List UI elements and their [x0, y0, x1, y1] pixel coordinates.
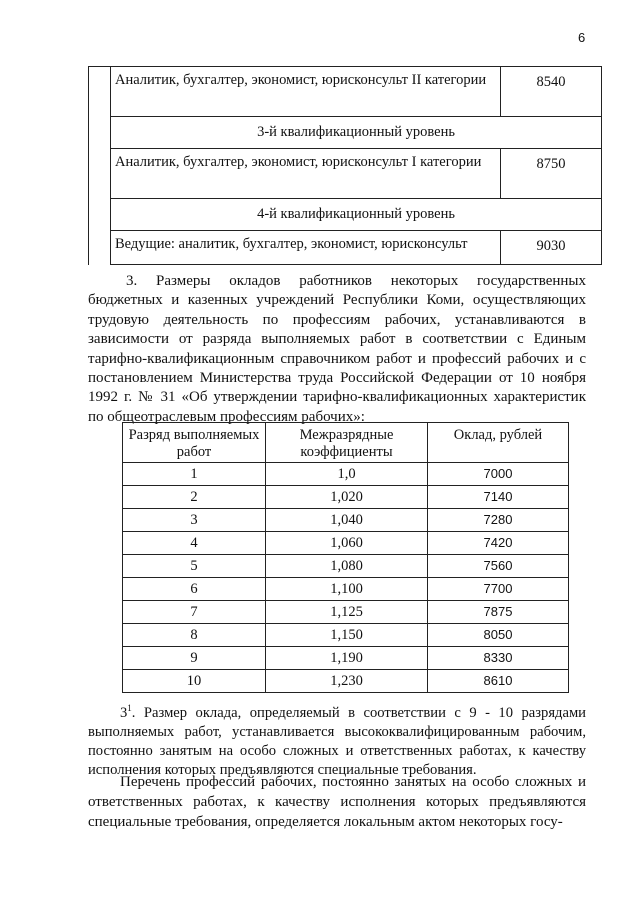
- salary-cell: 8330: [428, 647, 569, 670]
- salary-value: 8750: [501, 149, 602, 199]
- coefficient-cell: 1,020: [266, 486, 428, 509]
- qualification-level: 4-й квалификационный уровень: [111, 199, 602, 231]
- empty-cell: [89, 67, 111, 265]
- grade-cell: 3: [123, 509, 266, 532]
- column-header-salary: Оклад, рублей: [428, 423, 569, 463]
- grade-cell: 5: [123, 555, 266, 578]
- table-row: [123, 578, 569, 601]
- grade-cell: 10: [123, 670, 266, 693]
- salary-cell: 8050: [428, 624, 569, 647]
- salary-cell: 7875: [428, 601, 569, 624]
- table-row: [123, 647, 569, 670]
- grade-cell: 7: [123, 601, 266, 624]
- qualification-salary-table: [88, 66, 602, 265]
- grade-cell: 6: [123, 578, 266, 601]
- coefficient-cell: 1,100: [266, 578, 428, 601]
- coefficient-cell: 1,080: [266, 555, 428, 578]
- grade-cell: 9: [123, 647, 266, 670]
- salary-cell: 7000: [428, 463, 569, 486]
- table-row: [123, 463, 569, 486]
- coefficient-cell: 1,0: [266, 463, 428, 486]
- table-header-row: [123, 423, 569, 463]
- paragraph-number: 3: [120, 705, 128, 721]
- salary-cell: 8610: [428, 670, 569, 693]
- coefficient-cell: 1,040: [266, 509, 428, 532]
- page-number: 6: [578, 30, 586, 45]
- column-header-coefficient: Межразрядные коэффициенты: [266, 423, 428, 463]
- grade-cell: 2: [123, 486, 266, 509]
- position-name: Аналитик, бухгалтер, экономист, юрисконсульт II категории: [111, 67, 501, 117]
- grade-cell: 8: [123, 624, 266, 647]
- salary-cell: 7560: [428, 555, 569, 578]
- grade-salary-table: [122, 422, 569, 693]
- position-name: Ведущие: аналитик, бухгалтер, экономист, юрисконсульт: [111, 231, 501, 265]
- grade-cell: 4: [123, 532, 266, 555]
- salary-cell: 7700: [428, 578, 569, 601]
- paragraph-3: 3. Размеры окладов работников некоторых государственных бюджетных и казенных учреждений Республики Коми, осуществляющих трудовую деятельность по профессиям рабочих, устанавливаются в зависимости от разряда выполняемых работ в соответствии с Единым тарифно-квалификационным справочником работ и профессий рабочих и с постановлением Министерства труда Российской Федерации от 10 ноября 1992 г. № 31 «Об утверждении тарифно-квалификационных характеристик по общеотраслевым профессиям рабочих»:: [88, 273, 586, 425]
- table-row: [123, 670, 569, 693]
- table-row: [89, 117, 602, 149]
- table-row: [123, 509, 569, 532]
- table-row: [123, 555, 569, 578]
- table-row: [123, 624, 569, 647]
- table-row: [123, 486, 569, 509]
- table-row: [123, 532, 569, 555]
- table-row: [89, 149, 602, 199]
- coefficient-cell: 1,190: [266, 647, 428, 670]
- column-header-grade: Разряд выполняемых работ: [123, 423, 266, 463]
- paragraph-3-1: [88, 704, 586, 780]
- coefficient-cell: 1,230: [266, 670, 428, 693]
- salary-cell: 7140: [428, 486, 569, 509]
- salary-cell: 7280: [428, 509, 569, 532]
- table-row: [89, 67, 602, 117]
- table-row: [89, 231, 602, 265]
- table-row: [123, 601, 569, 624]
- paragraph-profession-list: Перечень профессий рабочих, постоянно занятых на особо сложных и ответственных работах, к качеству исполнения которых предъявляются специальные требования, определяется локальным актом некоторых госу-: [88, 774, 586, 830]
- coefficient-cell: 1,060: [266, 532, 428, 555]
- paragraph-text: . Размер оклада, определяемый в соответствии с 9 - 10 разрядами выполняемых работ, устанавливается высококвалифицированным рабочим, постоянно занятым на особо сложных и ответственных работах, к качеству исполнения которых предъявляются специальные требования.: [88, 705, 586, 778]
- salary-value: 8540: [501, 67, 602, 117]
- position-name: Аналитик, бухгалтер, экономист, юрисконсульт I категории: [111, 149, 501, 199]
- paragraph-superscript: 1: [127, 703, 132, 714]
- grade-cell: 1: [123, 463, 266, 486]
- salary-cell: 7420: [428, 532, 569, 555]
- salary-value: 9030: [501, 231, 602, 265]
- table-row: [89, 199, 602, 231]
- coefficient-cell: 1,125: [266, 601, 428, 624]
- coefficient-cell: 1,150: [266, 624, 428, 647]
- qualification-level: 3-й квалификационный уровень: [111, 117, 602, 149]
